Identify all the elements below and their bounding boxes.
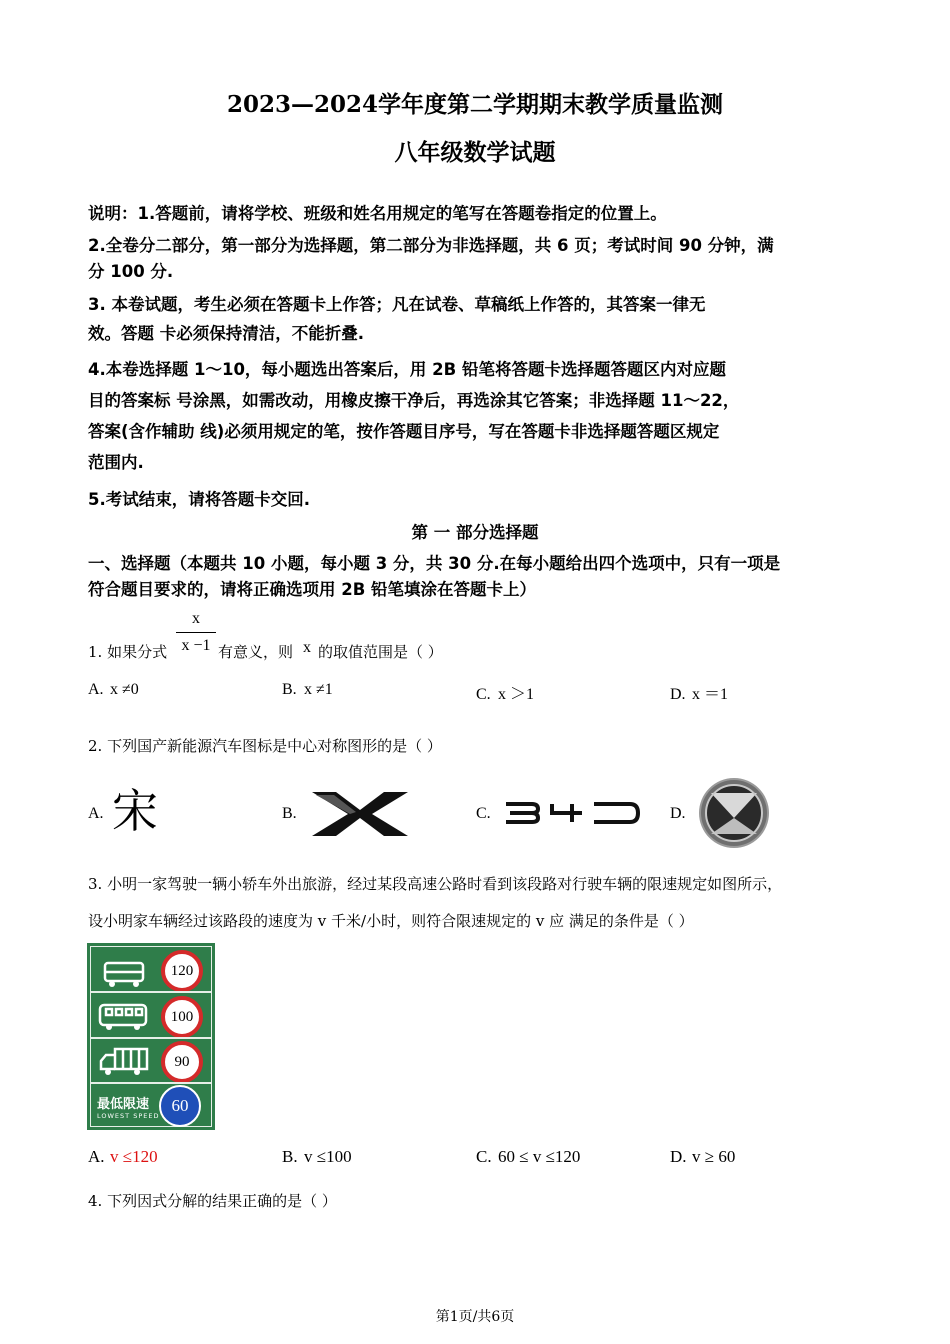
note-2-line-1: 2.全卷分二部分，第一部分为选择题，第二部分为非选择题，共 6 页；考试时间 90 分钟，满 [88, 236, 774, 255]
sign-divider-2 [91, 1037, 211, 1039]
part-title: 第 一 部分选择题 [411, 523, 539, 542]
sign-divider-3 [91, 1082, 211, 1084]
note-4-line-2: 目的答案标 号涂黑，如需改动，用橡皮擦干净后，再选涂其它答案；非选择题 11～22， [88, 391, 740, 410]
q3-option-c[interactable]: C. 60 ≤ v ≤120 [476, 1147, 581, 1166]
round-badge-logo-icon [697, 776, 771, 850]
limit-90-circle: 90 [161, 1041, 203, 1083]
note-4-line-4: 范围内. [88, 453, 144, 472]
note-4-line-3: 答案(含作辅助 线)必须用规定的笔，按作答题目序号，写在答题卡非选择题答题区规定 [88, 422, 720, 441]
q3-option-d[interactable]: D. v ≥ 60 [670, 1147, 736, 1166]
q3-stem-line-2: 设小明家车辆经过该路段的速度为 v 千米/小时，则符合限速规定的 v 应 满足的条件是（ ） [88, 912, 694, 930]
q1-option-a[interactable]: A. x ≠0 [88, 681, 139, 698]
sign-divider-1 [91, 991, 211, 993]
q1-option-b[interactable]: B. x ≠1 [282, 681, 333, 698]
speed-limit-sign [87, 943, 215, 1130]
q1-suffix-b: 的取值范围是（ ） [318, 643, 443, 661]
q2-option-a-label[interactable]: A. [88, 805, 104, 822]
car-icon [101, 957, 147, 987]
note-3-line-1: 3. 本卷试题，考生必须在答题卡上作答；凡在试卷、草稿纸上作答的，其答案一律无 [88, 295, 706, 314]
limit-100-circle: 100 [161, 996, 203, 1038]
limit-120-circle: 120 [161, 950, 203, 992]
min-speed-label-en: LOWEST SPEED [97, 1112, 160, 1120]
q3-option-a[interactable]: A. v ≤120 [88, 1147, 158, 1166]
q3-stem-line-1: 3. 小明一家驾驶一辆小轿车外出旅游，经过某段高速公路时看到该段路对行驶车辆的限速规定如图所示， [88, 875, 783, 893]
q1-option-c[interactable]: C. x ＞1 [476, 686, 535, 703]
min-speed-label: 最低限速 [97, 1097, 150, 1112]
note-4-line-1: 4.本卷选择题 1～10，每小题选出答案后，用 2B 铅笔将答题卡选择题答题区内对应题 [88, 360, 726, 379]
q1-prefix: 1. 如果分式 [88, 643, 168, 661]
q2-option-b-label[interactable]: B. [282, 805, 297, 822]
x-logo-icon [310, 786, 410, 842]
q2-option-c-label[interactable]: C. [476, 805, 491, 822]
note-1: 说明：1.答题前，请将学校、班级和姓名用规定的笔写在答题卷指定的位置上。 [88, 204, 667, 223]
byd-logo-icon [502, 800, 642, 826]
section-intro-line-1: 一、选择题（本题共 10 小题，每小题 3 分，共 30 分.在每小题给出四个选项中，只有一项是 [88, 554, 781, 573]
bus-icon [97, 1001, 149, 1031]
truck-icon [97, 1045, 151, 1077]
song-logo-icon: 宋 [112, 784, 158, 838]
q1-option-d[interactable]: D. x ＝1 [670, 686, 729, 703]
q3-option-b[interactable]: B. v ≤100 [282, 1147, 352, 1166]
q2-option-d-label[interactable]: D. [670, 805, 686, 822]
q1-fraction-numerator: x [192, 610, 200, 627]
note-3-line-2: 效。答题 卡必须保持清洁，不能折叠. [88, 324, 365, 343]
exam-title: 2023—2024学年度第二学期期末教学质量监测 [226, 91, 724, 118]
q1-fraction-denominator: x −1 [181, 637, 211, 654]
note-2-line-2: 分 100 分. [88, 262, 174, 281]
exam-subtitle: 八年级数学试题 [394, 139, 556, 166]
q1-variable: x [303, 639, 311, 656]
page-number: 第1页/共6页 [435, 1309, 515, 1325]
min-speed-60-circle: 60 [159, 1085, 201, 1127]
q4-stem: 4. 下列因式分解的结果正确的是（ ） [88, 1192, 337, 1210]
note-5: 5.考试结束，请将答题卡交回. [88, 490, 311, 509]
q1-suffix-a: 有意义，则 [218, 643, 294, 661]
section-intro-line-2: 符合题目要求的，请将正确选项用 2B 铅笔填涂在答题卡上） [88, 580, 537, 599]
q2-stem: 2. 下列国产新能源汽车图标是中心对称图形的是（ ） [88, 737, 442, 755]
q1-fraction-bar [176, 632, 216, 633]
